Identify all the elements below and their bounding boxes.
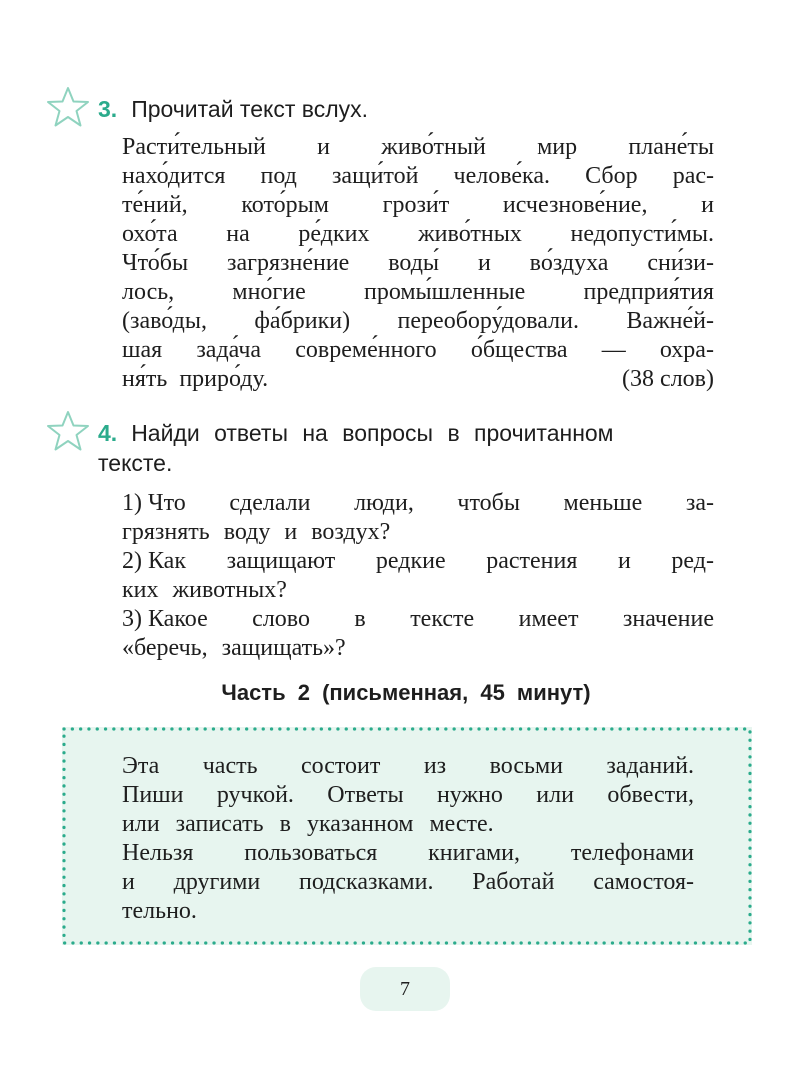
task-instruction-line-1: Найди ответы на вопросы в прочитанном [131,420,614,446]
word: грози́т [382,192,450,218]
word: слово [252,606,310,632]
word: или [536,782,574,808]
word: те́ний, [122,192,188,218]
task-instruction: Прочитай текст вслух. [131,96,369,122]
task-4-heading [98,418,714,478]
word: ня́ть [122,366,168,392]
word: и [617,548,631,574]
word: меньше [563,490,643,516]
word: лось, [122,279,175,305]
word: на [226,221,250,247]
instructions-box [62,727,752,945]
part-2-heading: Часть 2 (письменная, 45 минут) [221,680,591,705]
word: растения [486,548,578,574]
word: или [122,811,160,837]
word: мир [537,134,578,160]
word: под [260,163,297,189]
word: 2) Как [122,548,186,574]
text-line [122,897,694,926]
word: рас- [672,163,714,189]
word: из [423,753,447,779]
word: и [701,192,714,218]
text-line [122,518,714,547]
word: загрязне́ние [227,250,350,276]
page-number: 7 [360,967,450,1011]
word: месте. [429,811,494,837]
word: чтобы [457,490,520,516]
word: животных? [172,577,287,603]
word: нужно [436,782,503,808]
word: зада́ча [196,337,262,363]
star-outline-icon [46,86,90,128]
task-instruction-line-2: тексте. [98,450,173,476]
word: — [601,337,626,363]
word: подсказками. [299,869,434,895]
word: сни́зи- [647,250,714,276]
word: и [122,869,135,895]
text-line [122,752,694,781]
word: за- [685,490,714,516]
text-line [122,868,694,897]
word: сделали [229,490,311,516]
word: обвести, [607,782,694,808]
word: ких [122,577,159,603]
word: Ответы [327,782,404,808]
text-line [122,489,714,518]
word: Пиши [122,782,184,808]
word: и [477,250,491,276]
word: пользоваться [244,840,378,866]
word: состоит [300,753,381,779]
word: записать [175,811,264,837]
word: челове́ка. [453,163,551,189]
word: 3) Какое [122,606,208,632]
task-3-heading [98,94,368,124]
word: во́здуха [529,250,609,276]
word: нахо́дится [122,163,226,189]
word: живо́тный [381,134,486,160]
word: часть [202,753,258,779]
word: тексте [410,606,475,632]
text-line [122,162,714,191]
task-3-text [122,133,714,394]
word: мно́гие [232,279,306,305]
word: самостоя- [593,869,694,895]
text-line [122,839,694,868]
word: редкие [375,548,446,574]
word: заданий. [606,753,694,779]
word: телефонами [570,840,694,866]
word: переобору́довали. [397,308,579,334]
word: другими [173,869,261,895]
word: Эта [122,753,160,779]
word: шая [122,337,163,363]
word: Важне́й- [626,308,714,334]
word: воду [223,519,271,545]
text-line [122,249,714,278]
word: Что́бы [122,250,189,276]
word: ре́дких [298,221,370,247]
word: люди, [354,490,414,516]
word: и [317,134,330,160]
word: в [354,606,366,632]
word: и [284,519,298,545]
text-line [122,307,714,336]
text-line [122,220,714,249]
text-line [122,547,714,576]
word-count: (38 слов) [622,366,714,392]
text-line [122,810,694,839]
word: промы́шленные [363,279,526,305]
text-line [122,605,714,634]
word: имеет [518,606,579,632]
word: Работай [472,869,555,895]
word: защищают [226,548,336,574]
word: фа́брики) [254,308,351,334]
instructions-text [122,752,694,926]
word: в [279,811,291,837]
word: недопусти́мы. [570,221,714,247]
word: защи́той [331,163,419,189]
word: плане́ты [628,134,714,160]
task-number: 4. [98,420,118,446]
word: защищать»? [221,635,346,661]
text-line [122,781,694,810]
word: Сбор [585,163,638,189]
text-line [122,191,714,220]
word: грязнять [122,519,210,545]
word: (заво́ды, [122,308,207,334]
word: живо́тных [418,221,522,247]
word: охра- [659,337,714,363]
word: о́бщества [470,337,568,363]
text-line [122,336,714,365]
word: воды́ [388,250,440,276]
word: значение [622,606,714,632]
word: книгами, [428,840,520,866]
text-line [122,278,714,307]
word: охо́та [122,221,178,247]
word: совреме́нного [295,337,437,363]
word: исчезнове́ние, [502,192,648,218]
word: указанном [306,811,414,837]
text-line [122,365,714,394]
text-line [122,133,714,162]
word: ред- [671,548,714,574]
word: воздух? [311,519,391,545]
word: Расти́тельный [122,134,266,160]
word: тельно. [122,898,197,924]
text-line [122,634,714,663]
star-outline-icon [46,410,90,452]
word: кото́рым [241,192,329,218]
word: «беречь, [122,635,208,661]
word: предприя́тия [583,279,714,305]
task-number: 3. [98,96,118,122]
word: Нельзя [122,840,194,866]
text-line [122,576,714,605]
word: восьми [489,753,563,779]
word: приро́ду. [179,366,269,392]
task-4-questions [122,489,714,663]
word: ручкой. [216,782,294,808]
word: 1) Что [122,490,186,516]
